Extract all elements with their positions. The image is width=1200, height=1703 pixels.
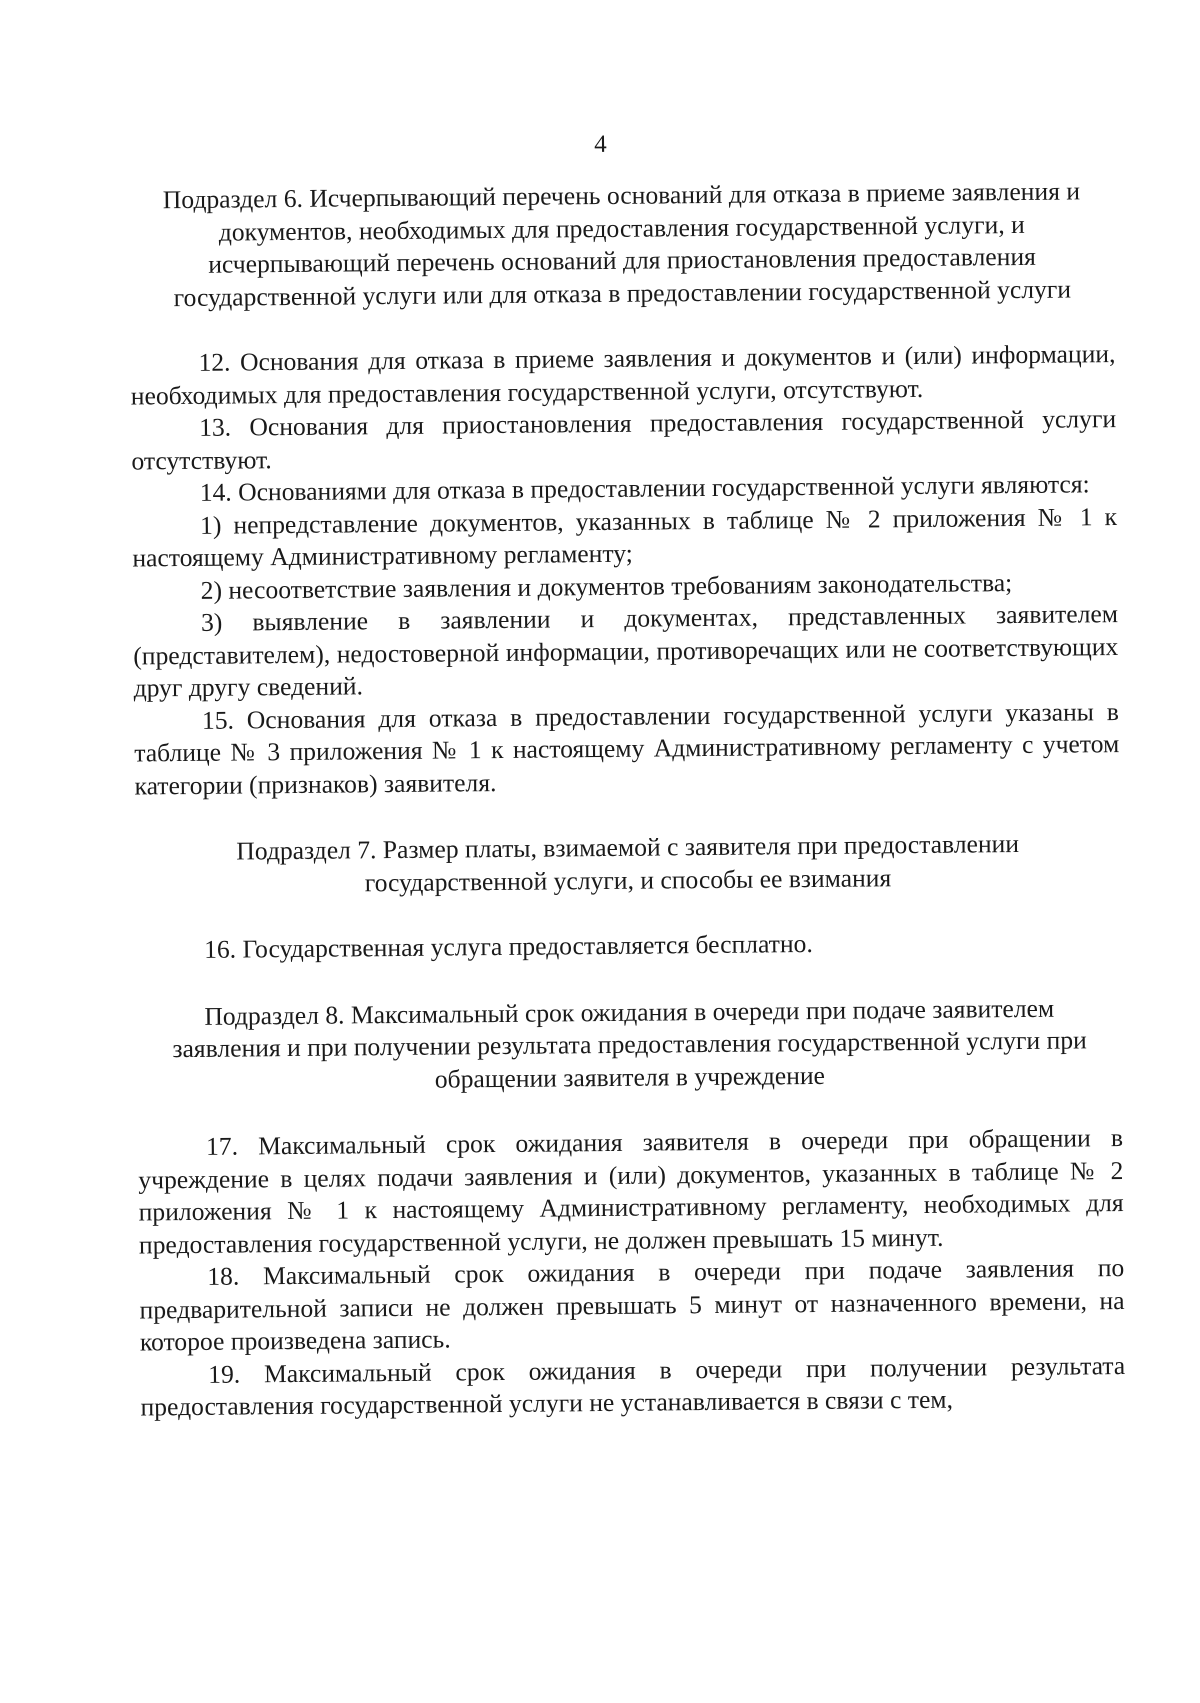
subsection-8-heading: Подраздел 8. Максимальный срок ожидания в очереди при подаче заявителем заявления и при получении результата предоставления государственной услуги при обращении заявителя в учреждение — [172, 993, 1087, 1094]
paragraph-14-item-2: 2) несоответствие заявления и документов требованиям законодательства; — [200, 567, 1013, 605]
paragraph-14: 14. Основаниями для отказа в предоставлении государственной услуги являются: — [199, 469, 1090, 507]
paragraph-18: 18. Максимальный срок ожидания в очереди при подаче заявления по предварительной записи не должен превышать 5 минут от назначенного времени, на которое произведена запись. — [139, 1253, 1125, 1357]
subsection-6-heading: Подраздел 6. Исчерпывающий перечень оснований для отказа в приеме заявления и документов, необходимых для предоставления государственной услуги, и исчерпывающий перечень оснований для приостановления предоставления государственной услуги или для отказа в предоставлении государственной услуги — [162, 176, 1081, 312]
paragraph-13: 13. Основания для приостановления предоставления государственной услуги отсутствуют. — [131, 404, 1117, 476]
paragraph-14-item-1: 1) непредставление документов, указанных в таблице № 2 приложения № 1 к настоящему Административному регламенту; — [132, 501, 1118, 573]
paragraph-19: 19. Максимальный срок ожидания в очереди при получении результата предоставления государственной услуги не устанавливается в связи с тем, — [140, 1350, 1126, 1422]
page-number: 4 — [594, 130, 607, 159]
subsection-7-heading: Подраздел 7. Размер платы, взимаемой с заявителя при предоставлении государственной услуги, и способы ее взимания — [236, 829, 1020, 897]
paragraph-15: 15. Основания для отказа в предоставлении государственной услуги указаны в таблице № 3 приложения № 1 к настоящему Административному регламенту с учетом категории (признаков) заявителя. — [134, 696, 1120, 800]
paragraph-17: 17. Максимальный срок ожидания заявителя в очереди при обращении в учреждение в целях подачи заявления и (или) документов, указанных в таблице № 2 приложения № 1 к настоящему Административному регламенту, необходимых для предоставления государственной услуги, не должен превышать 15 минут. — [138, 1123, 1124, 1259]
paragraph-16: 16. Государственная услуга предоставляется бесплатно. — [203, 928, 813, 964]
paragraph-14-item-3: 3) выявление в заявлении и документах, представленных заявителем (представителем), недостоверной информации, противоречащих или не соответствующих друг другу сведений. — [133, 599, 1119, 703]
document-body — [129, 175, 1126, 1424]
paragraph-12: 12. Основания для отказа в приеме заявления и документов и (или) информации, необходимых для предоставления государственной услуги, отсутствуют. — [130, 339, 1116, 411]
